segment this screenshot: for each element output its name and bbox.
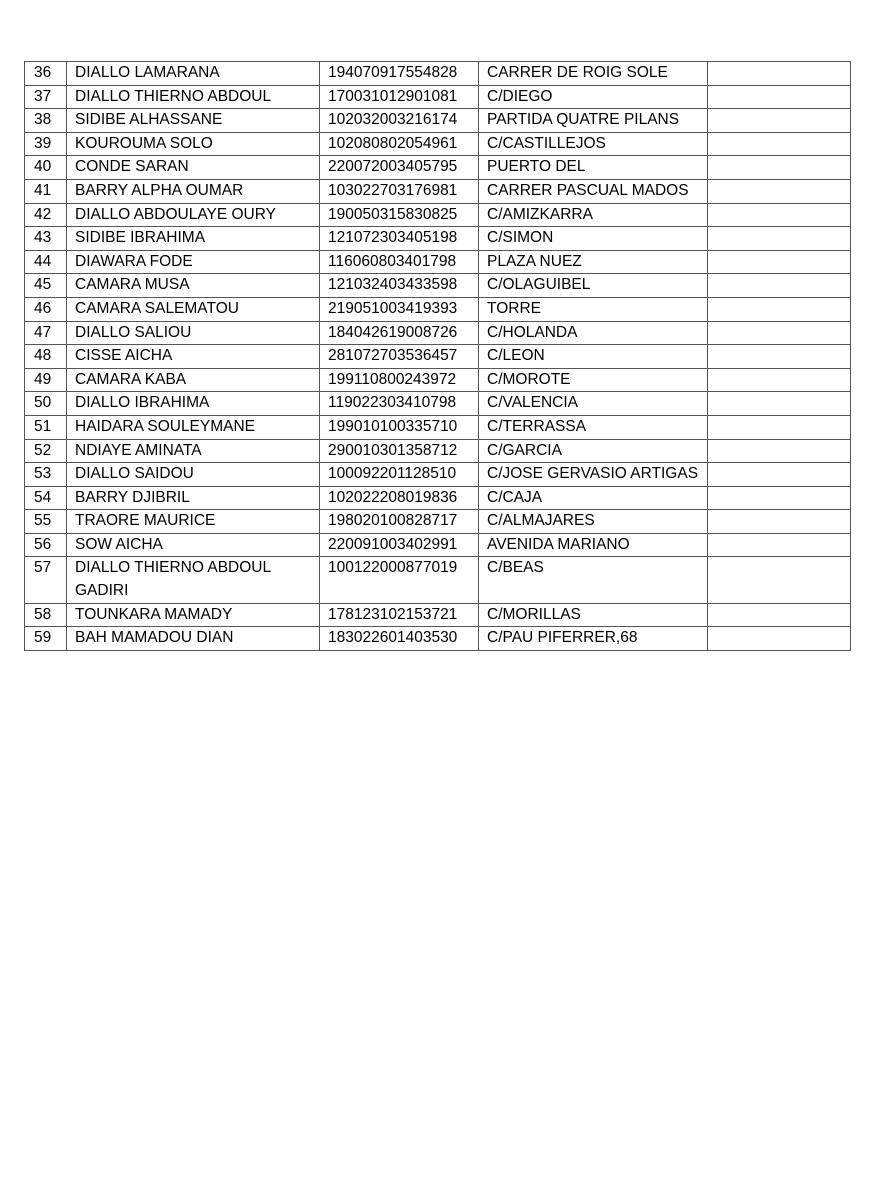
table-row — [25, 603, 851, 627]
extra-cell — [708, 156, 851, 180]
row-number-cell: 53 — [25, 463, 67, 487]
id-number-cell: 102080802054961 — [320, 132, 479, 156]
address-cell: CARRER DE ROIG SOLE — [479, 62, 708, 86]
name-cell: CONDE SARAN — [67, 156, 320, 180]
extra-cell — [708, 486, 851, 510]
table-row — [25, 415, 851, 439]
id-number-cell: 178123102153721 — [320, 603, 479, 627]
id-number-cell: 198020100828717 — [320, 510, 479, 534]
table-row — [25, 627, 851, 651]
id-number-cell: 170031012901081 — [320, 85, 479, 109]
extra-cell — [708, 533, 851, 557]
address-cell: C/MORILLAS — [479, 603, 708, 627]
extra-cell — [708, 321, 851, 345]
id-number-cell: 281072703536457 — [320, 345, 479, 369]
table-row — [25, 392, 851, 416]
table-row — [25, 439, 851, 463]
id-number-cell: 199110800243972 — [320, 368, 479, 392]
address-cell: C/PAU PIFERRER,68 — [479, 627, 708, 651]
name-cell: DIALLO SALIOU — [67, 321, 320, 345]
row-number-cell: 42 — [25, 203, 67, 227]
table-row — [25, 156, 851, 180]
id-number-cell: 116060803401798 — [320, 250, 479, 274]
table-row — [25, 510, 851, 534]
row-number-cell: 37 — [25, 85, 67, 109]
id-number-cell: 219051003419393 — [320, 297, 479, 321]
address-cell: C/AMIZKARRA — [479, 203, 708, 227]
id-number-cell: 100092201128510 — [320, 463, 479, 487]
table-row — [25, 486, 851, 510]
extra-cell — [708, 627, 851, 651]
name-cell: SIDIBE ALHASSANE — [67, 109, 320, 133]
extra-cell — [708, 557, 851, 603]
table-row — [25, 321, 851, 345]
extra-cell — [708, 510, 851, 534]
id-number-cell: 190050315830825 — [320, 203, 479, 227]
name-cell: DIALLO LAMARANA — [67, 62, 320, 86]
name-cell: DIALLO THIERNO ABDOUL GADIRI — [67, 557, 320, 603]
row-number-cell: 41 — [25, 179, 67, 203]
extra-cell — [708, 345, 851, 369]
id-number-cell: 194070917554828 — [320, 62, 479, 86]
address-cell: C/TERRASSA — [479, 415, 708, 439]
name-cell: CAMARA MUSA — [67, 274, 320, 298]
address-cell: C/OLAGUIBEL — [479, 274, 708, 298]
extra-cell — [708, 368, 851, 392]
name-cell: TRAORE MAURICE — [67, 510, 320, 534]
name-cell: CAMARA KABA — [67, 368, 320, 392]
address-cell: C/ALMAJARES — [479, 510, 708, 534]
name-cell: BAH MAMADOU DIAN — [67, 627, 320, 651]
row-number-cell: 58 — [25, 603, 67, 627]
address-cell: C/GARCIA — [479, 439, 708, 463]
address-cell: C/LEON — [479, 345, 708, 369]
table-row — [25, 227, 851, 251]
extra-cell — [708, 227, 851, 251]
address-cell: C/SIMON — [479, 227, 708, 251]
id-number-cell: 121072303405198 — [320, 227, 479, 251]
table-row — [25, 85, 851, 109]
name-cell: BARRY DJIBRIL — [67, 486, 320, 510]
row-number-cell: 55 — [25, 510, 67, 534]
id-number-cell: 220072003405795 — [320, 156, 479, 180]
address-cell: PUERTO DEL — [479, 156, 708, 180]
extra-cell — [708, 109, 851, 133]
table-row — [25, 297, 851, 321]
row-number-cell: 51 — [25, 415, 67, 439]
table-row — [25, 250, 851, 274]
table-row — [25, 463, 851, 487]
address-cell: C/DIEGO — [479, 85, 708, 109]
id-number-cell: 102032003216174 — [320, 109, 479, 133]
address-cell: AVENIDA MARIANO — [479, 533, 708, 557]
row-number-cell: 54 — [25, 486, 67, 510]
name-cell: KOUROUMA SOLO — [67, 132, 320, 156]
id-number-cell: 290010301358712 — [320, 439, 479, 463]
table-row — [25, 533, 851, 557]
table-row — [25, 557, 851, 603]
id-number-cell: 199010100335710 — [320, 415, 479, 439]
extra-cell — [708, 603, 851, 627]
address-cell: CARRER PASCUAL MADOS — [479, 179, 708, 203]
id-number-cell: 103022703176981 — [320, 179, 479, 203]
name-cell: DIALLO IBRAHIMA — [67, 392, 320, 416]
extra-cell — [708, 85, 851, 109]
id-number-cell: 183022601403530 — [320, 627, 479, 651]
row-number-cell: 40 — [25, 156, 67, 180]
id-number-cell: 184042619008726 — [320, 321, 479, 345]
table-row — [25, 109, 851, 133]
row-number-cell: 46 — [25, 297, 67, 321]
row-number-cell: 48 — [25, 345, 67, 369]
name-cell: SIDIBE IBRAHIMA — [67, 227, 320, 251]
id-number-cell: 121032403433598 — [320, 274, 479, 298]
extra-cell — [708, 274, 851, 298]
row-number-cell: 52 — [25, 439, 67, 463]
table-row — [25, 179, 851, 203]
table-row — [25, 368, 851, 392]
row-number-cell: 47 — [25, 321, 67, 345]
extra-cell — [708, 179, 851, 203]
address-cell: C/VALENCIA — [479, 392, 708, 416]
extra-cell — [708, 439, 851, 463]
address-cell: C/MOROTE — [479, 368, 708, 392]
extra-cell — [708, 392, 851, 416]
row-number-cell: 59 — [25, 627, 67, 651]
id-number-cell: 220091003402991 — [320, 533, 479, 557]
id-number-cell: 100122000877019 — [320, 557, 479, 603]
name-cell: NDIAYE AMINATA — [67, 439, 320, 463]
roster-table — [24, 61, 851, 651]
row-number-cell: 56 — [25, 533, 67, 557]
extra-cell — [708, 297, 851, 321]
extra-cell — [708, 415, 851, 439]
address-cell: C/CAJA — [479, 486, 708, 510]
id-number-cell: 119022303410798 — [320, 392, 479, 416]
name-cell: SOW AICHA — [67, 533, 320, 557]
address-cell: TORRE — [479, 297, 708, 321]
extra-cell — [708, 463, 851, 487]
extra-cell — [708, 203, 851, 227]
row-number-cell: 36 — [25, 62, 67, 86]
name-cell: CISSE AICHA — [67, 345, 320, 369]
name-cell: DIALLO ABDOULAYE OURY — [67, 203, 320, 227]
table-row — [25, 274, 851, 298]
address-cell: C/BEAS — [479, 557, 708, 603]
address-cell: PARTIDA QUATRE PILANS — [479, 109, 708, 133]
row-number-cell: 57 — [25, 557, 67, 603]
row-number-cell: 45 — [25, 274, 67, 298]
row-number-cell: 49 — [25, 368, 67, 392]
id-number-cell: 102022208019836 — [320, 486, 479, 510]
table-row — [25, 203, 851, 227]
name-cell: HAIDARA SOULEYMANE — [67, 415, 320, 439]
extra-cell — [708, 62, 851, 86]
row-number-cell: 50 — [25, 392, 67, 416]
name-cell: CAMARA SALEMATOU — [67, 297, 320, 321]
name-cell: DIAWARA FODE — [67, 250, 320, 274]
name-cell: BARRY ALPHA OUMAR — [67, 179, 320, 203]
name-cell: TOUNKARA MAMADY — [67, 603, 320, 627]
table-row — [25, 345, 851, 369]
row-number-cell: 38 — [25, 109, 67, 133]
address-cell: C/HOLANDA — [479, 321, 708, 345]
name-cell: DIALLO THIERNO ABDOUL — [67, 85, 320, 109]
extra-cell — [708, 250, 851, 274]
roster-body — [25, 62, 851, 651]
table-row — [25, 62, 851, 86]
name-cell: DIALLO SAIDOU — [67, 463, 320, 487]
table-row — [25, 132, 851, 156]
row-number-cell: 44 — [25, 250, 67, 274]
extra-cell — [708, 132, 851, 156]
row-number-cell: 39 — [25, 132, 67, 156]
row-number-cell: 43 — [25, 227, 67, 251]
address-cell: C/JOSE GERVASIO ARTIGAS — [479, 463, 708, 487]
address-cell: C/CASTILLEJOS — [479, 132, 708, 156]
address-cell: PLAZA NUEZ — [479, 250, 708, 274]
